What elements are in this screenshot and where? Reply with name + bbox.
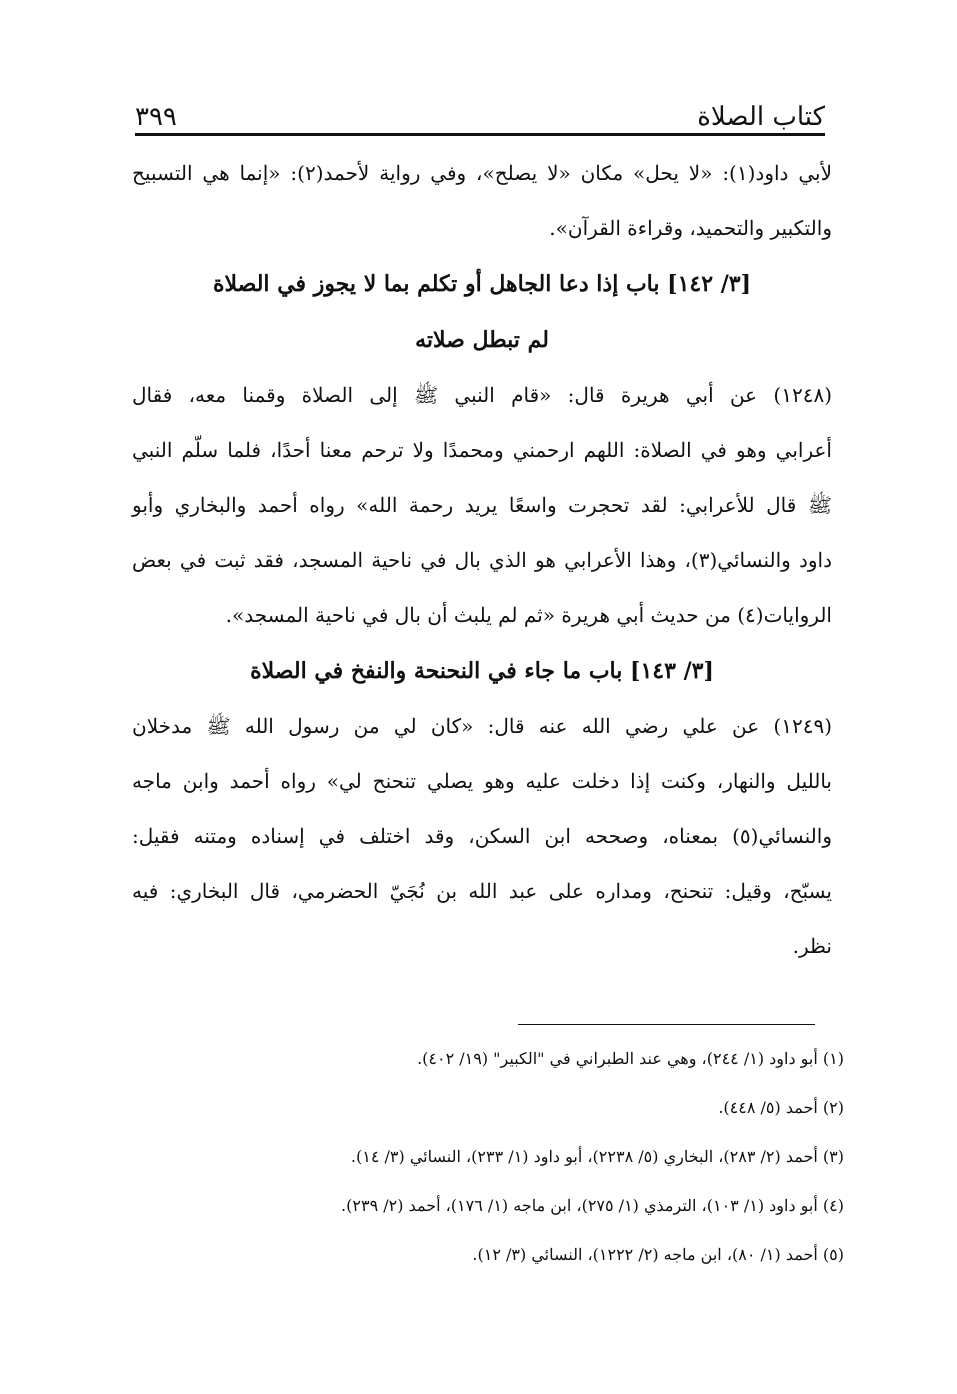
hadith-line: بالليل والنهار، وكنت إذا دخلت عليه وهو يصلي تنحنح لي» رواه أحمد وابن ماجه (132, 769, 832, 793)
running-header (135, 82, 825, 132)
hadith-line: داود والنسائي(٣)، وهذا الأعرابي هو الذي بال في ناحية المسجد، فقد ثبت في بعض (132, 548, 833, 572)
hadith-line: والنسائي(٥) بمعناه، وصححه ابن السكن، وقد اختلف في إسناده ومتنه فقيل: (132, 824, 832, 848)
hadith-line: (١٢٤٨) عن أبي هريرة قال: «قام النبي ﷺ إلى الصلاة وقمنا معه، فقال (132, 383, 832, 407)
footnotes (132, 1034, 844, 1279)
footnote: (٥) أحمد (١/ ٨٠)، ابن ماجه (٢/ ١٢٢٢)، النسائي (٣/ ١٢). (472, 1245, 844, 1264)
footnote: (٣) أحمد (٢/ ٢٨٣)، البخاري (٥/ ٢٢٣٨)، أبو داود (١/ ٢٣٣)، النسائي (٣/ ١٤). (350, 1147, 844, 1166)
main-text (132, 146, 832, 974)
chapter-heading-continued: لم تبطل صلاته (415, 327, 549, 353)
hadith-line: (١٢٤٩) عن علي رضي الله عنه قال: «كان لي من رسول الله ﷺ مدخلان (132, 714, 832, 738)
footnote: (٤) أبو داود (١/ ١٠٣)، الترمذي (١/ ٢٧٥)، ابن ماجه (١/ ١٧٦)، أحمد (٢/ ٢٣٩). (341, 1196, 844, 1215)
hadith-line: الروايات(٤) من حديث أبي هريرة «ثم لم يلبث أن بال في ناحية المسجد». (225, 603, 832, 627)
footnote: (٢) أحمد (٥/ ٤٤٨). (718, 1098, 844, 1117)
header-rule (135, 133, 825, 136)
page-number: ٣٩٩ (135, 102, 177, 132)
text-line: والتكبير والتحميد، وقراءة القرآن». (549, 216, 832, 240)
footnote-separator (518, 1024, 815, 1025)
text-line: لأبي داود(١): «لا يحل» مكان «لا يصلح»، وفي رواية لأحمد(٢): «إنما هي التسبيح (132, 161, 832, 185)
book-title: كتاب الصلاة (697, 102, 825, 132)
hadith-line: أعرابي وهو في الصلاة: اللهم ارحمني ومحمدًا ولا ترحم معنا أحدًا، فلما سلّم النبي (132, 438, 832, 462)
hadith-line: نظر. (792, 934, 832, 958)
hadith-line: يسبّح، وقيل: تنحنح، ومداره على عبد الله بن نُجَيّ الحضرمي، قال البخاري: فيه (132, 879, 832, 903)
chapter-heading: [٣/ ١٤٣] باب ما جاء في النحنحة والنفخ في الصلاة (250, 658, 714, 684)
chapter-heading: [٣/ ١٤٢] باب إذا دعا الجاهل أو تكلم بما لا يجوز في الصلاة (213, 271, 751, 297)
hadith-line: ﷺ قال للأعرابي: لقد تحجرت واسعًا يريد رحمة الله» رواه أحمد والبخاري وأبو (132, 493, 832, 517)
footnote: (١) أبو داود (١/ ٢٤٤)، وهي عند الطبراني في "الكبير" (١٩/ ٤٠٢). (417, 1049, 844, 1068)
